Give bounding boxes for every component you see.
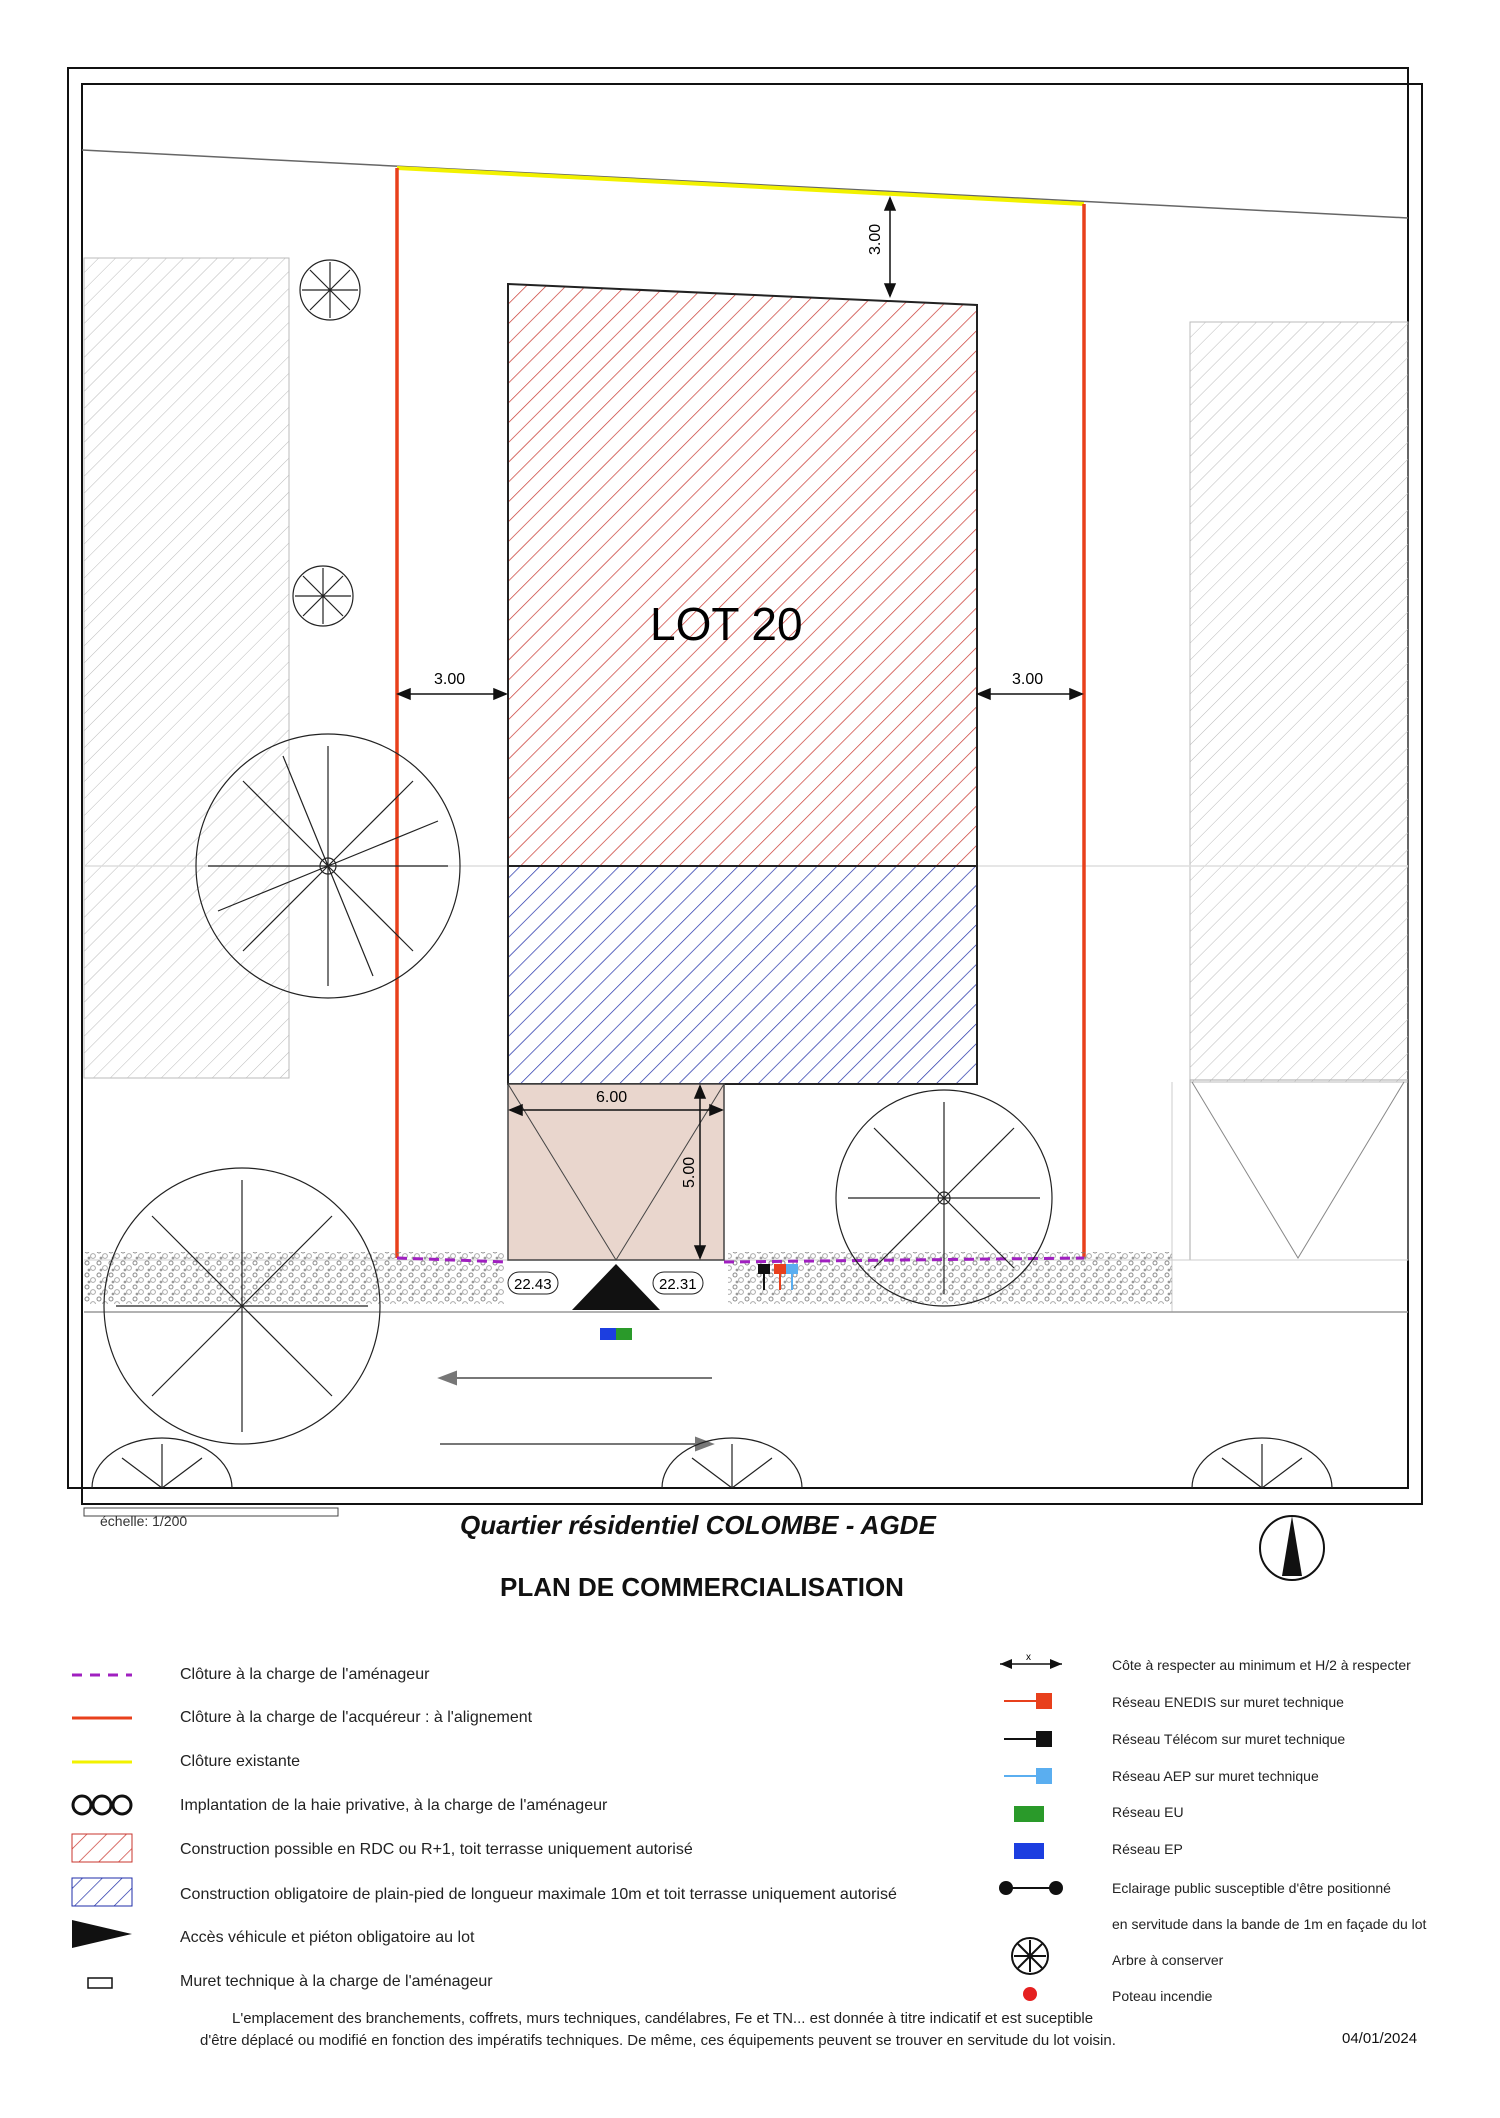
tree-bottom-3	[1192, 1438, 1332, 1488]
legend-symbols-left	[72, 1675, 132, 1988]
legend-label-acquirer-fence: Clôture à la charge de l'acquéreur : à l'alignement	[180, 1709, 533, 1726]
dim-access-depth: 5.00	[681, 1156, 698, 1188]
neighbour-parcel-right	[1190, 322, 1408, 1082]
access-triangle-icon	[572, 1264, 660, 1310]
dim-left: 3.00	[434, 671, 466, 688]
existing-fence	[397, 168, 1084, 204]
legend-tree-icon	[1012, 1938, 1048, 1974]
dim-top: 3.00	[867, 223, 884, 255]
parcel-line-top	[82, 150, 1408, 218]
dim-right: 3.00	[1012, 671, 1044, 688]
legend-label-plain-pied: Construction obligatoire de plain-pied de longueur maximale 10m et toit terrasse uniquement autorisé	[180, 1886, 897, 1903]
legend-enedis-icon	[1004, 1693, 1052, 1709]
neighbour-access-triangle	[1192, 1082, 1404, 1258]
eu-box	[616, 1328, 632, 1340]
legend-red-hatch	[72, 1834, 132, 1862]
legend-hydrant-icon	[1023, 1987, 1037, 2001]
legend-label-hedge: Implantation de la haie privative, à la charge de l'aménageur	[180, 1797, 608, 1814]
footnote-line-2: d'être déplacé ou modifié en fonction des impératifs techniques. De même, ces équipements peuvent se trouver en servitude du lot voisin.	[200, 2032, 1116, 2049]
legend-label-developer-fence: Clôture à la charge de l'aménageur	[180, 1666, 430, 1683]
zone-plain-pied	[508, 866, 977, 1084]
north-arrow-icon	[1260, 1516, 1324, 1580]
tree-small-2	[293, 566, 353, 626]
tree-small-1	[300, 260, 360, 320]
zone-rdc-r1	[508, 284, 977, 866]
legend-label-eu: Réseau EU	[1112, 1804, 1184, 1820]
legend-blue-hatch	[72, 1878, 132, 1906]
legend-telecom-icon	[1004, 1731, 1052, 1747]
legend-label-hydrant: Poteau incendie	[1112, 1988, 1213, 2004]
lot-label: LOT 20	[650, 598, 803, 650]
legend-access-triangle-icon	[72, 1920, 132, 1948]
legend-label-lighting: Eclairage public susceptible d'être positionné	[1112, 1880, 1391, 1896]
traffic-arrows	[440, 1372, 712, 1450]
legend-label-access: Accès véhicule et piéton obligatoire au lot	[180, 1929, 475, 1946]
plan-title: PLAN DE COMMERCIALISATION	[500, 1572, 904, 1602]
legend-label-dimension: Côte à respecter au minimum et H/2 à respecter	[1112, 1657, 1411, 1673]
level-left: 22.43	[514, 1276, 552, 1293]
legend-eu-icon	[1014, 1806, 1044, 1822]
plan-subtitle: Quartier résidentiel COLOMBE - AGDE	[460, 1510, 936, 1540]
svg-text:x: x	[1026, 1652, 1031, 1663]
legend-label-telecom: Réseau Télécom sur muret technique	[1112, 1731, 1346, 1747]
legend-label-lighting-2: en servitude dans la bande de 1m en façade du lot	[1112, 1916, 1427, 1932]
legend-label-ep: Réseau EP	[1112, 1841, 1183, 1857]
tree-bottom-1	[92, 1438, 232, 1488]
ep-box	[600, 1328, 616, 1340]
footnote-line-1: L'emplacement des branchements, coffrets, murs techniques, candélabres, Fe et TN... est donnée à titre indicatif et est suceptible	[232, 2010, 1094, 2027]
tree-bottom-2	[662, 1438, 802, 1488]
legend-hedge-icon	[73, 1796, 131, 1814]
neighbour-parcel-left	[84, 258, 289, 1078]
scale-label: échelle: 1/200	[100, 1513, 188, 1529]
legend-label-existing-fence: Clôture existante	[180, 1753, 301, 1770]
legend-label-rdc-r1: Construction possible en RDC ou R+1, toit terrasse uniquement autorisé	[180, 1841, 693, 1858]
legend-dimension-arrow-icon	[1000, 1652, 1062, 1669]
dim-access-width: 6.00	[596, 1089, 628, 1106]
legend-wall-rect	[88, 1978, 112, 1988]
legend-symbols-right	[999, 1652, 1063, 2001]
tree-large-2	[104, 1168, 380, 1444]
level-right: 22.31	[659, 1276, 697, 1293]
legend-lighting-icon	[999, 1881, 1063, 1895]
legend-ep-icon	[1014, 1843, 1044, 1859]
plan-date: 04/01/2024	[1342, 2030, 1418, 2047]
legend-label-enedis: Réseau ENEDIS sur muret technique	[1112, 1694, 1344, 1710]
neighbour-access-right	[1190, 1080, 1408, 1260]
legend-aep-icon	[1004, 1768, 1052, 1784]
legend-label-aep: Réseau AEP sur muret technique	[1112, 1768, 1319, 1784]
legend-label-tree: Arbre à conserver	[1112, 1952, 1224, 1968]
hedge-left	[84, 1252, 504, 1304]
legend-label-technical-wall: Muret technique à la charge de l'aménageur	[180, 1973, 493, 1990]
